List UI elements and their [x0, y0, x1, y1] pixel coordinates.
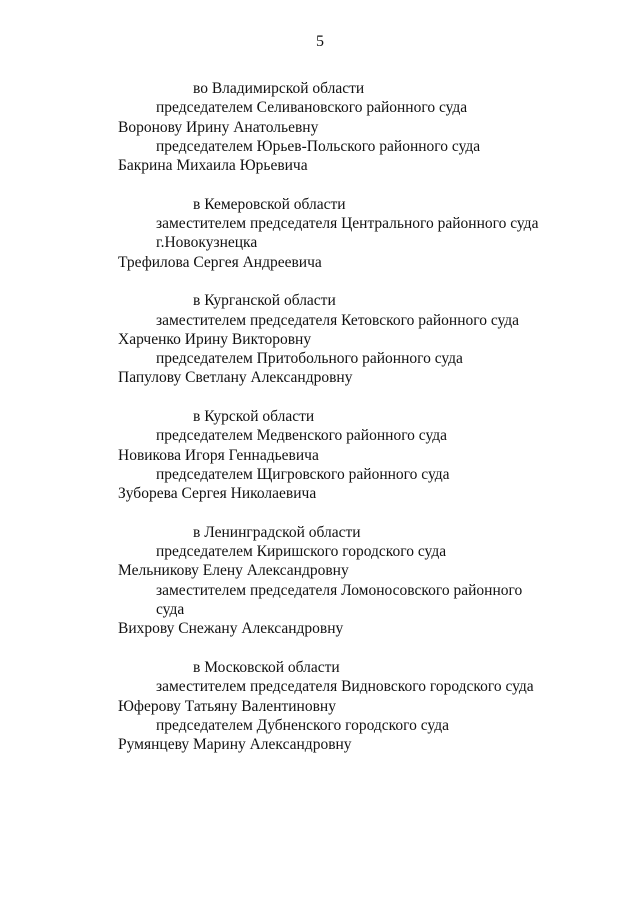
position-text: председателем Юрьев-Польского районного суда [156, 137, 481, 155]
region-title: в Ленинградской области [193, 523, 361, 541]
region-moscow [118, 658, 568, 754]
person-name: Харченко Ирину Викторовну [118, 330, 312, 348]
position-text: председателем Селивановского районного суда [156, 99, 468, 117]
person-name: Зуборева Сергея Николаевича [118, 485, 317, 503]
person-name: Румянцеву Марину Александровну [118, 736, 352, 754]
region-leningrad [118, 523, 568, 639]
page-number: 5 [316, 33, 324, 50]
person-name: Бакрина Михаила Юрьевича [118, 157, 308, 175]
person-name: Новикова Игоря Геннадьевича [118, 446, 319, 464]
region-title: в Московской области [193, 658, 340, 676]
region-kurgan [118, 291, 568, 387]
position-text: заместителем председателя Ломоносовского районного [156, 581, 523, 599]
person-name: Папулову Светлану Александровну [118, 369, 353, 387]
person-name: Трефилова Сергея Андреевича [118, 253, 322, 271]
position-text: заместителем председателя Центрального районного суда [156, 215, 539, 233]
appointments-list [118, 79, 568, 774]
person-name: Воронову Ирину Анатольевну [118, 118, 319, 136]
position-text: председателем Киришского городского суда [156, 543, 447, 561]
position-text-continued: г.Новокузнецка [156, 234, 258, 252]
person-name: Мельникову Елену Александровну [118, 562, 349, 580]
region-title: в Кемеровской области [193, 195, 346, 213]
position-text: председателем Щигровского районного суда [156, 465, 450, 483]
position-text: председателем Дубненского городского суда [156, 716, 449, 734]
region-title: в Курской области [193, 408, 315, 426]
region-title: во Владимирской области [193, 80, 365, 97]
position-text: председателем Медвенского районного суда [156, 427, 448, 445]
position-text: председателем Притобольного районного суда [156, 350, 463, 368]
region-kursk [118, 407, 568, 503]
position-text-continued: суда [156, 601, 185, 619]
position-text: заместителем председателя Видновского городского суда [156, 678, 534, 696]
region-title: в Курганской области [193, 292, 336, 310]
region-vladimir [118, 79, 568, 175]
region-kemerovo [118, 195, 568, 272]
person-name: Юферову Татьяну Валентиновну [118, 697, 336, 715]
position-text: заместителем председателя Кетовского районного суда [156, 311, 520, 329]
person-name: Вихрову Снежану Александровну [118, 620, 344, 638]
